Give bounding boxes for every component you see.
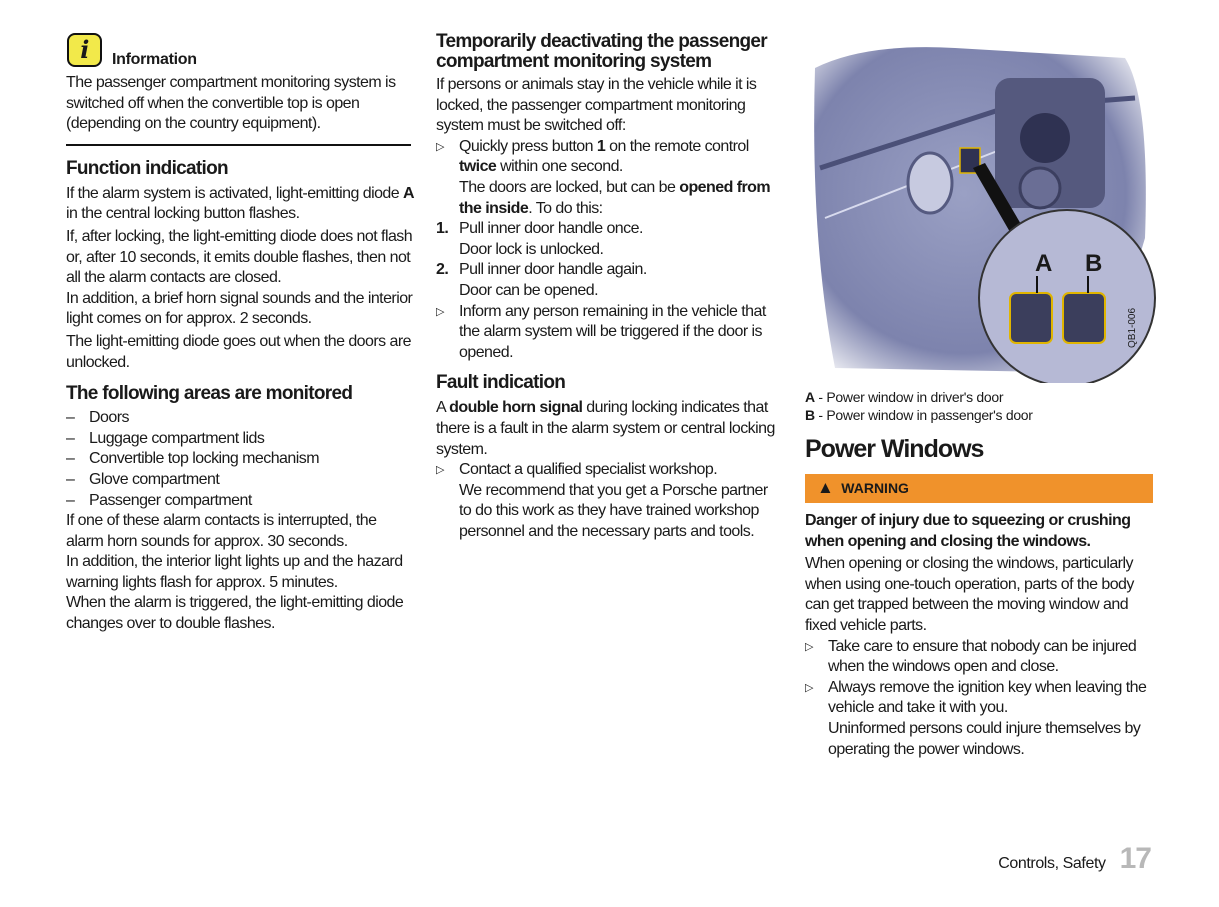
step-result: Door can be opened. (459, 281, 598, 299)
deactivating-intro: If persons or animals stay in the vehicle while it is locked, the passenger compartment monitoring system must be switched off: (436, 76, 757, 135)
column-middle (436, 32, 782, 542)
monitored-list (66, 408, 416, 511)
section-name: Controls, Safety (998, 855, 1106, 872)
step-number: 1. (436, 220, 449, 238)
column-left (66, 33, 416, 635)
list-item (66, 449, 416, 470)
list-item (66, 429, 416, 450)
instruction-step (436, 137, 782, 219)
warning-banner (805, 474, 1153, 503)
dash-bullet: – (66, 429, 75, 447)
function-indication-paragraph (66, 184, 416, 225)
triangle-bullet-icon: ▷ (805, 681, 813, 694)
instruction-step (805, 678, 1155, 760)
triangle-bullet-icon: ▷ (436, 140, 444, 153)
text-bold: twice (459, 158, 497, 176)
caption-text: - Power window in passenger's door (814, 407, 1033, 423)
caption-key: B (805, 407, 815, 423)
function-indication-paragraph: The light-emitting diode goes out when the doors are unlocked. (66, 332, 411, 371)
instruction-step (805, 637, 1155, 678)
information-icon-letter: i (80, 35, 89, 64)
power-window-illustration (805, 38, 1160, 383)
dash-bullet: – (66, 470, 75, 488)
step-number: 2. (436, 261, 449, 279)
danger-text: Danger of injury due to squeezing or crushing when opening and closing the windows. (805, 512, 1131, 550)
fault-heading: Fault indication (436, 372, 566, 394)
warning-label: WARNING (841, 480, 909, 497)
step-text: Pull inner door handle once. (459, 220, 643, 238)
text: The doors are locked, but can be (459, 178, 680, 196)
triangle-bullet-icon: ▷ (805, 640, 813, 653)
deactivating-heading: Temporarily deactivating the passenger compartment monitoring system (436, 31, 767, 72)
warning-triangle-icon: ▲ (817, 478, 834, 498)
caption-a (805, 388, 1155, 406)
step-text: Pull inner door handle again. (459, 261, 647, 279)
page-footer (998, 842, 1151, 876)
list-item-text: Doors (89, 409, 129, 427)
numbered-step (436, 219, 782, 260)
text-bold: opened from the inside (459, 178, 771, 217)
caption-b (805, 406, 1155, 424)
dash-bullet: – (66, 491, 75, 509)
step-text: Contact a qualified specialist workshop. (459, 461, 718, 479)
page-number: 17 (1119, 842, 1151, 875)
text: within one second. (496, 158, 623, 176)
information-box (66, 33, 416, 73)
text: Quickly press button (459, 137, 597, 155)
text: A (436, 399, 450, 417)
text-bold: double horn signal (449, 399, 583, 417)
function-indication-heading: Function indication (66, 157, 228, 179)
information-text: The passenger compartment monitoring system is switched off when the convertible top is open (depending on the country equipment). (66, 73, 411, 146)
triangle-bullet-icon: ▷ (436, 305, 444, 318)
step-note (459, 178, 782, 219)
figure-code: QB1-006 (1127, 307, 1138, 348)
list-item-text: Passenger compartment (89, 491, 252, 509)
monitored-heading: The following areas are monitored (66, 383, 353, 405)
step-text: Inform any person remaining in the vehicle that the alarm system will be triggered if the door is opened. (459, 302, 766, 361)
list-item (66, 408, 416, 429)
step-text: Always remove the ignition key when leaving the vehicle and take it with you. (828, 678, 1147, 717)
text: during locking indicates that there is a fault in the alarm system or central locking system. (436, 399, 775, 458)
step-note: Uninformed persons could injure themselves by operating the power windows. (828, 719, 1141, 758)
function-indication-paragraph: If, after locking, the light-emitting diode does not flash or, after 10 seconds, it emits double flashes, then not all the alarm contacts are closed. (66, 227, 413, 287)
text: in the central locking button flashes. (66, 205, 300, 223)
button-number: 1 (596, 137, 606, 155)
function-indication-paragraph: In addition, a brief horn signal sounds and the interior light comes on for approx. 2 seconds. (66, 289, 413, 328)
caption-key: A (805, 389, 815, 405)
label-b: B (1085, 250, 1103, 277)
dash-bullet: – (66, 450, 75, 468)
power-windows-paragraph: When opening or closing the windows, particularly when using one-touch operation, parts of the body can get trapped between the moving window and fixed vehicle parts. (805, 555, 1134, 634)
step-note: We recommend that you get a Porsche partner to do this work as they have trained workshop personnel and the necessary parts and tools. (459, 481, 768, 540)
list-item-text: Convertible top locking mechanism (89, 450, 319, 468)
instruction-step (436, 302, 782, 364)
monitored-paragraph: When the alarm is triggered, the light-emitting diode changes over to double flashes. (66, 594, 404, 633)
text: . To do this: (528, 199, 603, 217)
numbered-step (436, 260, 782, 301)
list-item-text: Glove compartment (89, 470, 220, 488)
figure-caption (805, 388, 1155, 424)
monitored-paragraph: If one of these alarm contacts is interrupted, the alarm horn sounds for approx. 30 seconds. (66, 512, 377, 550)
triangle-bullet-icon: ▷ (436, 464, 444, 477)
information-icon (67, 33, 102, 67)
list-item (66, 491, 416, 512)
column-right (805, 388, 1155, 760)
fault-paragraph (436, 398, 782, 460)
car-door-illustration (805, 38, 1160, 383)
text: If the alarm system is activated, light-emitting diode (66, 184, 404, 202)
text: on the remote control (605, 137, 749, 155)
label-a: A (1035, 250, 1053, 277)
list-item (66, 470, 416, 491)
led-label: A (403, 184, 415, 202)
monitored-paragraph: In addition, the interior light lights up and the hazard warning lights flash for approx. 5 minutes. (66, 553, 403, 591)
list-item-text: Luggage compartment lids (89, 429, 265, 447)
step-text: Take care to ensure that nobody can be injured when the windows open and close. (828, 637, 1137, 676)
dash-bullet: – (66, 409, 75, 427)
step-result: Door lock is unlocked. (459, 240, 604, 258)
power-windows-heading: Power Windows (805, 435, 984, 463)
caption-text: - Power window in driver's door (814, 389, 1004, 405)
information-title: Information (112, 51, 197, 68)
instruction-step (436, 460, 782, 542)
